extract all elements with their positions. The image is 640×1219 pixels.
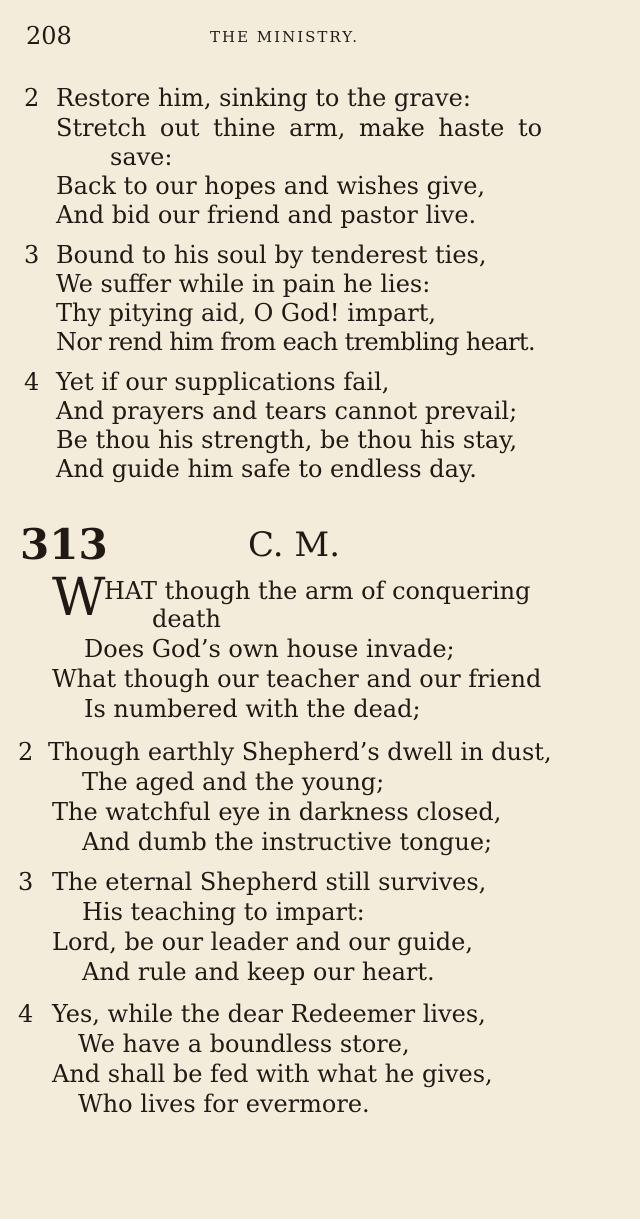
stanza-number: 4: [24, 368, 40, 396]
verse-line: HAT though the arm of conquering: [104, 577, 531, 605]
page-number: 208: [26, 22, 72, 50]
stanza-number: 3: [24, 241, 40, 269]
verse-line: Back to our hopes and wishes give,: [56, 172, 486, 200]
verse-line: Bound to his soul by tenderest ties,: [56, 241, 487, 269]
verse-line: And dumb the instructive tongue;: [82, 828, 493, 856]
verse-line: The watchful eye in darkness closed,: [52, 798, 502, 826]
verse-line: Stretch out thine arm, make haste to: [56, 114, 543, 142]
verse-line: Who lives for evermore.: [78, 1090, 370, 1118]
stanza-number: 2: [24, 84, 40, 112]
verse-line: Thy pitying aid, O God! impart,: [56, 299, 437, 327]
verse-line: Be thou his strength, be thou his stay,: [56, 426, 518, 454]
verse-line: What though our teacher and our friend: [52, 665, 542, 693]
verse-line: Nor rend him from each trembling heart.: [56, 328, 535, 356]
verse-line: Yet if our supplications fail,: [56, 368, 390, 396]
verse-line: Is numbered with the dead;: [84, 695, 421, 723]
stanza-number: 2: [18, 738, 34, 766]
drop-cap: W: [52, 568, 106, 628]
verse-line: We suffer while in pain he lies:: [56, 270, 431, 298]
verse-line: The eternal Shepherd still survives,: [52, 868, 487, 896]
hymn-meter: C. M.: [248, 525, 341, 565]
verse-line: Though earthly Shepherd’s dwell in dust,: [48, 738, 552, 766]
verse-line: His teaching to impart:: [82, 898, 365, 926]
verse-line: We have a boundless store,: [78, 1030, 410, 1058]
verse-line: Does God’s own house invade;: [84, 635, 455, 663]
verse-line: And bid our friend and pastor live.: [56, 201, 477, 229]
verse-line: And guide him safe to endless day.: [56, 455, 477, 483]
verse-line: And rule and keep our heart.: [82, 958, 435, 986]
running-title: THE MINISTRY.: [210, 28, 359, 46]
stanza-number: 3: [18, 868, 34, 896]
verse-line: death: [152, 605, 221, 633]
verse-line: Lord, be our leader and our guide,: [52, 928, 473, 956]
hymn-number: 313: [20, 520, 108, 569]
verse-line: And shall be fed with what he gives,: [52, 1060, 493, 1088]
verse-line: Yes, while the dear Redeemer lives,: [52, 1000, 486, 1028]
verse-line: And prayers and tears cannot prevail;: [56, 397, 518, 425]
verse-line: save:: [110, 143, 173, 171]
stanza-number: 4: [18, 1000, 34, 1028]
verse-line: Restore him, sinking to the grave:: [56, 84, 471, 112]
verse-line: The aged and the young;: [82, 768, 385, 796]
